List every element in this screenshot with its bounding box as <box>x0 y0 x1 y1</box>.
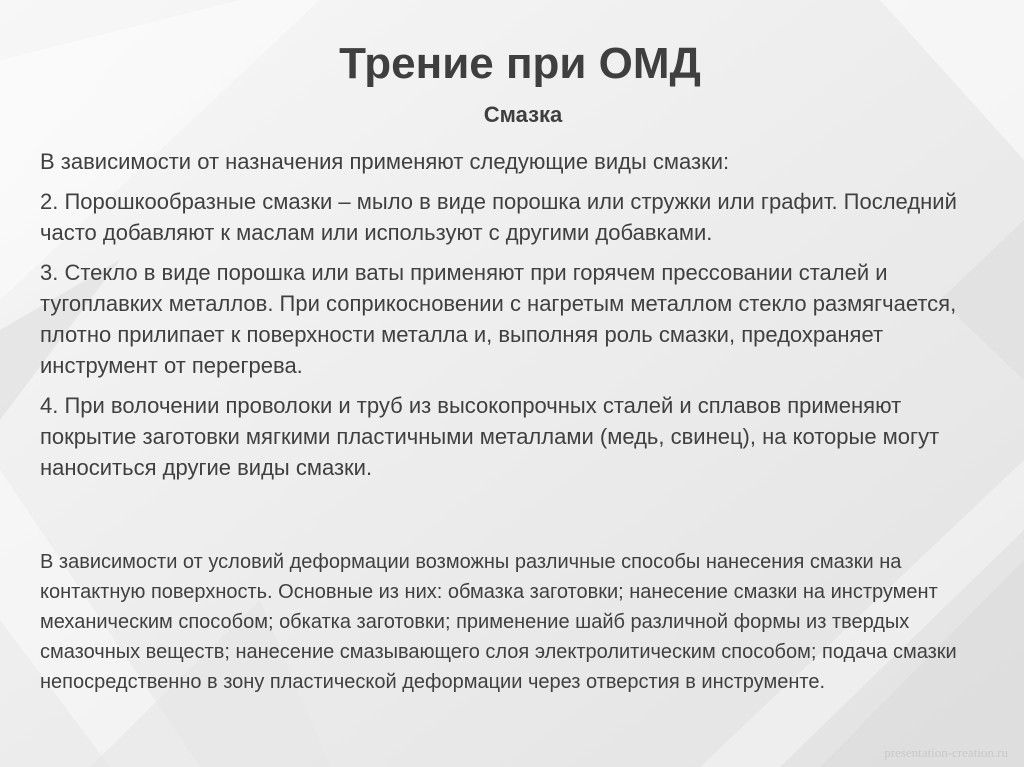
watermark: presentation-creation.ru <box>884 745 1008 760</box>
slide-subtitle: Смазка <box>483 102 563 127</box>
body-text <box>40 146 1000 492</box>
list-item-4: 4. При волочении проволоки и труб из высокопрочных сталей и сплавов применяют покрытие заготовки мягкими пластичными металлами (медь, свинец), на которые могут наноситься другие виды смазки. <box>40 393 940 480</box>
closing-paragraph: В зависимости от условий деформации возможны различные способы нанесения смазки на контактную поверхность. Основные из них: обмазка заготовки; нанесение смазки на инструмент механическим способом; обкатка заготовки; применение шайб различной формы из твердых смазочных веществ; нанесение смазывающего слоя электролитическим способом; подача смазки непосредственно в зону пластической деформации через отверстия в инструменте. <box>40 551 957 693</box>
list-item-3: 3. Стекло в виде порошка или ваты применяют при горячем прессовании сталей и тугоплавких металлов. При соприкосновении с нагретым металлом стекло размягчается, плотно прилипает к поверхности металла и, выполняя роль смазки, предохраняет инструмент от перегрева. <box>40 260 957 378</box>
slide-title: Трение при ОМД <box>339 39 701 88</box>
list-item-2: 2. Порошкообразные смазки – мыло в виде порошка или стружки или графит. Последний часто добавляют к маслам или используют с другими добавками. <box>40 189 957 245</box>
intro-paragraph: В зависимости от назначения применяют следующие виды смазки: <box>40 149 730 174</box>
